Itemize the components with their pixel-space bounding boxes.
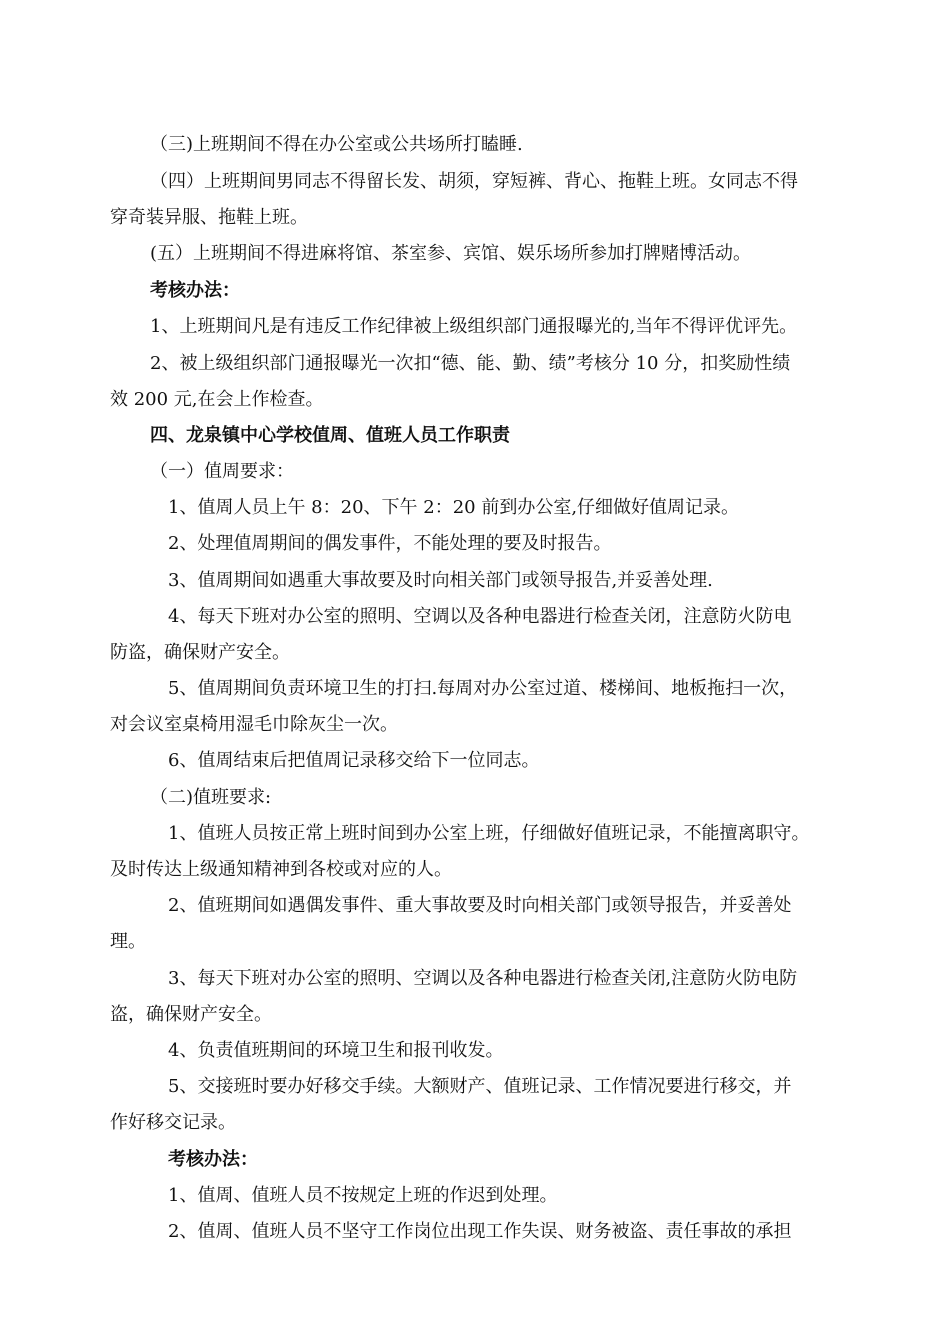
paragraph-line: 防盗，确保财产安全。 xyxy=(110,642,290,663)
paragraph-line: 3、每天下班对办公室的照明、空调以及各种电器进行检查关闭,注意防火防电防 xyxy=(168,968,798,989)
paragraph-line: 2、处理值周期间的偶发事件，不能处理的要及时报告。 xyxy=(168,533,612,554)
paragraph-line: 效 200 元,在会上作检查。 xyxy=(110,389,324,410)
paragraph-line: （三)上班期间不得在办公室或公共场所打瞌睡. xyxy=(150,134,523,155)
paragraph-line: 穿奇装异服、拖鞋上班。 xyxy=(110,207,308,228)
paragraph-line: 4、每天下班对办公室的照明、空调以及各种电器进行检查关闭，注意防火防电 xyxy=(168,606,792,627)
paragraph-line: 2、值周、值班人员不坚守工作岗位出现工作失误、财务被盗、责任事故的承担 xyxy=(168,1221,792,1242)
paragraph-line: 5、交接班时要办好移交手续。大额财产、值班记录、工作情况要进行移交，并 xyxy=(168,1076,792,1097)
paragraph-line: 理。 xyxy=(110,931,146,952)
paragraph-line: 5、值周期间负责环境卫生的打扫.每周对办公室过道、楼梯间、地板拖扫一次， xyxy=(168,678,798,699)
paragraph-line: 1、值班人员按正常上班时间到办公室上班，仔细做好值班记录，不能擅离职守。 xyxy=(168,823,810,844)
paragraph-line: 1、值周人员上午 8：20、下午 2：20 前到办公室,仔细做好值周记录。 xyxy=(168,497,740,518)
section-heading: 四、龙泉镇中心学校值周、值班人员工作职责 xyxy=(150,425,510,446)
paragraph-line: 对会议室桌椅用湿毛巾除灰尘一次。 xyxy=(110,714,398,735)
section-heading: 考核办法： xyxy=(168,1149,258,1170)
paragraph-line: 盗，确保财产安全。 xyxy=(110,1004,272,1025)
paragraph-line: 4、负责值班期间的环境卫生和报刊收发。 xyxy=(168,1040,504,1061)
paragraph-line: 1、上班期间凡是有违反工作纪律被上级组织部门通报曝光的,当年不得评优评先。 xyxy=(150,316,798,337)
paragraph-line: (五）上班期间不得进麻将馆、茶室参、宾馆、娱乐场所参加打牌赌博活动。 xyxy=(150,243,752,264)
subsection-heading: （一）值周要求： xyxy=(150,461,294,482)
subsection-heading: （二)值班要求: xyxy=(150,787,272,808)
paragraph-line: 6、值周结束后把值周记录移交给下一位同志。 xyxy=(168,750,540,771)
paragraph-line: 及时传达上级通知精神到各校或对应的人。 xyxy=(110,859,452,880)
paragraph-line: 3、值周期间如遇重大事故要及时向相关部门或领导报告,并妥善处理. xyxy=(168,570,713,591)
paragraph-line: 1、值周、值班人员不按规定上班的作迟到处理。 xyxy=(168,1185,558,1206)
paragraph-line: （四）上班期间男同志不得留长发、胡须，穿短裤、背心、拖鞋上班。女同志不得 xyxy=(150,171,798,192)
paragraph-line: 2、值班期间如遇偶发事件、重大事故要及时向相关部门或领导报告，并妥善处 xyxy=(168,895,792,916)
section-heading: 考核办法： xyxy=(150,280,240,301)
paragraph-line: 作好移交记录。 xyxy=(110,1112,236,1133)
paragraph-line: 2、被上级组织部门通报曝光一次扣“德、能、勤、绩”考核分 10 分，扣奖励性绩 xyxy=(150,353,791,374)
